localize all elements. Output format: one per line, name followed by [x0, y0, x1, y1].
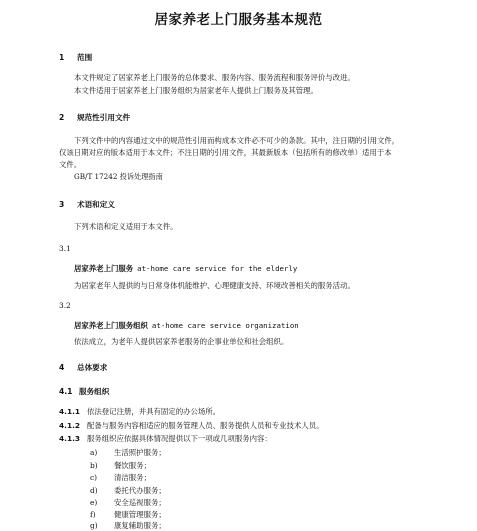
- section-2-paragraph-line-1: 下列文件中的内容通过文中的规范性引用而构成本文件必不可少的条款。其中，注日期的引用文件，: [74, 136, 400, 145]
- list-item-text: 餐饮服务；: [114, 461, 151, 470]
- list-item: [90, 485, 166, 496]
- term-3-2-chinese: 居家养老上门服务组织: [74, 321, 148, 330]
- term-3-1-english: at-home care service for the elderly: [137, 264, 298, 273]
- clause-4-1-1-text: 依法登记注册，并具有固定的办公场所。: [87, 407, 221, 416]
- term-3-1: [74, 263, 297, 274]
- clause-4-1-2-text: 配备与服务内容相适应的服务管理人员、服务提供人员和专业技术人员。: [87, 421, 324, 430]
- section-2-paragraph-line-3: 文件。: [59, 160, 82, 169]
- list-item: [90, 497, 166, 508]
- normative-reference: GB/T 17242 投诉处理指南: [74, 172, 163, 181]
- section-3-paragraph: 下列术语和定义适用于本文件。: [74, 222, 178, 231]
- list-item: [90, 520, 166, 531]
- list-item-label: e): [90, 498, 98, 507]
- section-2-title: 规范性引用文件: [77, 113, 131, 122]
- section-1-heading: [59, 52, 92, 63]
- clause-4-1-2-number: 4.1.2: [59, 421, 81, 430]
- term-3-2-number: 3.2: [59, 301, 71, 310]
- term-3-1-number: 3.1: [59, 244, 71, 253]
- list-item-text: 清洁服务；: [114, 473, 151, 482]
- term-3-2-english: at-home care service organization: [151, 321, 299, 330]
- list-item-label: g): [90, 521, 98, 530]
- section-4-heading: [59, 362, 107, 373]
- section-1-paragraph-1: 本文件规定了居家养老上门服务的总体要求、服务内容、服务流程和服务评价与改进。: [74, 73, 355, 82]
- list-item: [90, 472, 151, 483]
- section-4-1-number: 4.1: [59, 387, 73, 396]
- section-3-title: 术语和定义: [77, 200, 115, 209]
- term-3-2-definition: 依法成立，为老年人提供居家养老服务的企事业单位和社会组织。: [74, 337, 289, 346]
- section-4-title: 总体要求: [77, 363, 108, 372]
- list-item-text: 委托代办服务；: [114, 486, 166, 495]
- list-item-label: f): [90, 510, 96, 519]
- list-item-text: 康复辅助服务；: [114, 521, 166, 530]
- section-1-title: 范围: [77, 53, 93, 62]
- term-3-1-chinese: 居家养老上门服务: [74, 264, 134, 273]
- list-item-label: d): [90, 486, 98, 495]
- list-item-text: 生活照护服务；: [114, 448, 166, 457]
- section-4-1-title: 服务组织: [79, 387, 110, 396]
- list-item-label: a): [90, 448, 98, 457]
- section-4-number: 4: [59, 363, 65, 372]
- list-item: [90, 460, 151, 471]
- clause-4-1-1-number: 4.1.1: [59, 407, 81, 416]
- section-2-heading: [59, 112, 130, 123]
- section-1-paragraph-2: 本文件适用于居家养老上门服务组织为居家老年人提供上门服务及其管理。: [74, 86, 318, 95]
- clause-4-1-3-number: 4.1.3: [59, 434, 81, 443]
- term-3-2: [74, 320, 299, 331]
- document-title: 居家养老上门服务基本规范: [154, 12, 323, 28]
- clause-4-1-3: [59, 433, 272, 444]
- list-item: [90, 509, 166, 520]
- list-item-label: c): [90, 473, 98, 482]
- clause-4-1-2: [59, 420, 324, 431]
- clause-4-1-1: [59, 406, 220, 417]
- section-1-number: 1: [59, 53, 65, 62]
- section-3-heading: [59, 199, 115, 210]
- term-3-1-definition: 为居家老年人提供的与日常身体机能维护、心理健康支持、环境改善相关的服务活动。: [74, 281, 355, 290]
- section-3-number: 3: [59, 200, 65, 209]
- list-item: [90, 447, 166, 458]
- section-2-paragraph-line-2: 仅该日期对应的版本适用于本文件；不注日期的引用文件，其最新版本（包括所有的修改单）适用于本: [59, 148, 392, 157]
- section-4-1-heading: [59, 386, 109, 397]
- list-item-label: b): [90, 461, 98, 470]
- clause-4-1-3-text: 服务组织应依据具体情况提供以下一项或几项服务内容：: [87, 434, 272, 443]
- section-2-number: 2: [59, 113, 65, 122]
- list-item-text: 健康管理服务；: [114, 510, 166, 519]
- list-item-text: 安全巡视服务；: [114, 498, 166, 507]
